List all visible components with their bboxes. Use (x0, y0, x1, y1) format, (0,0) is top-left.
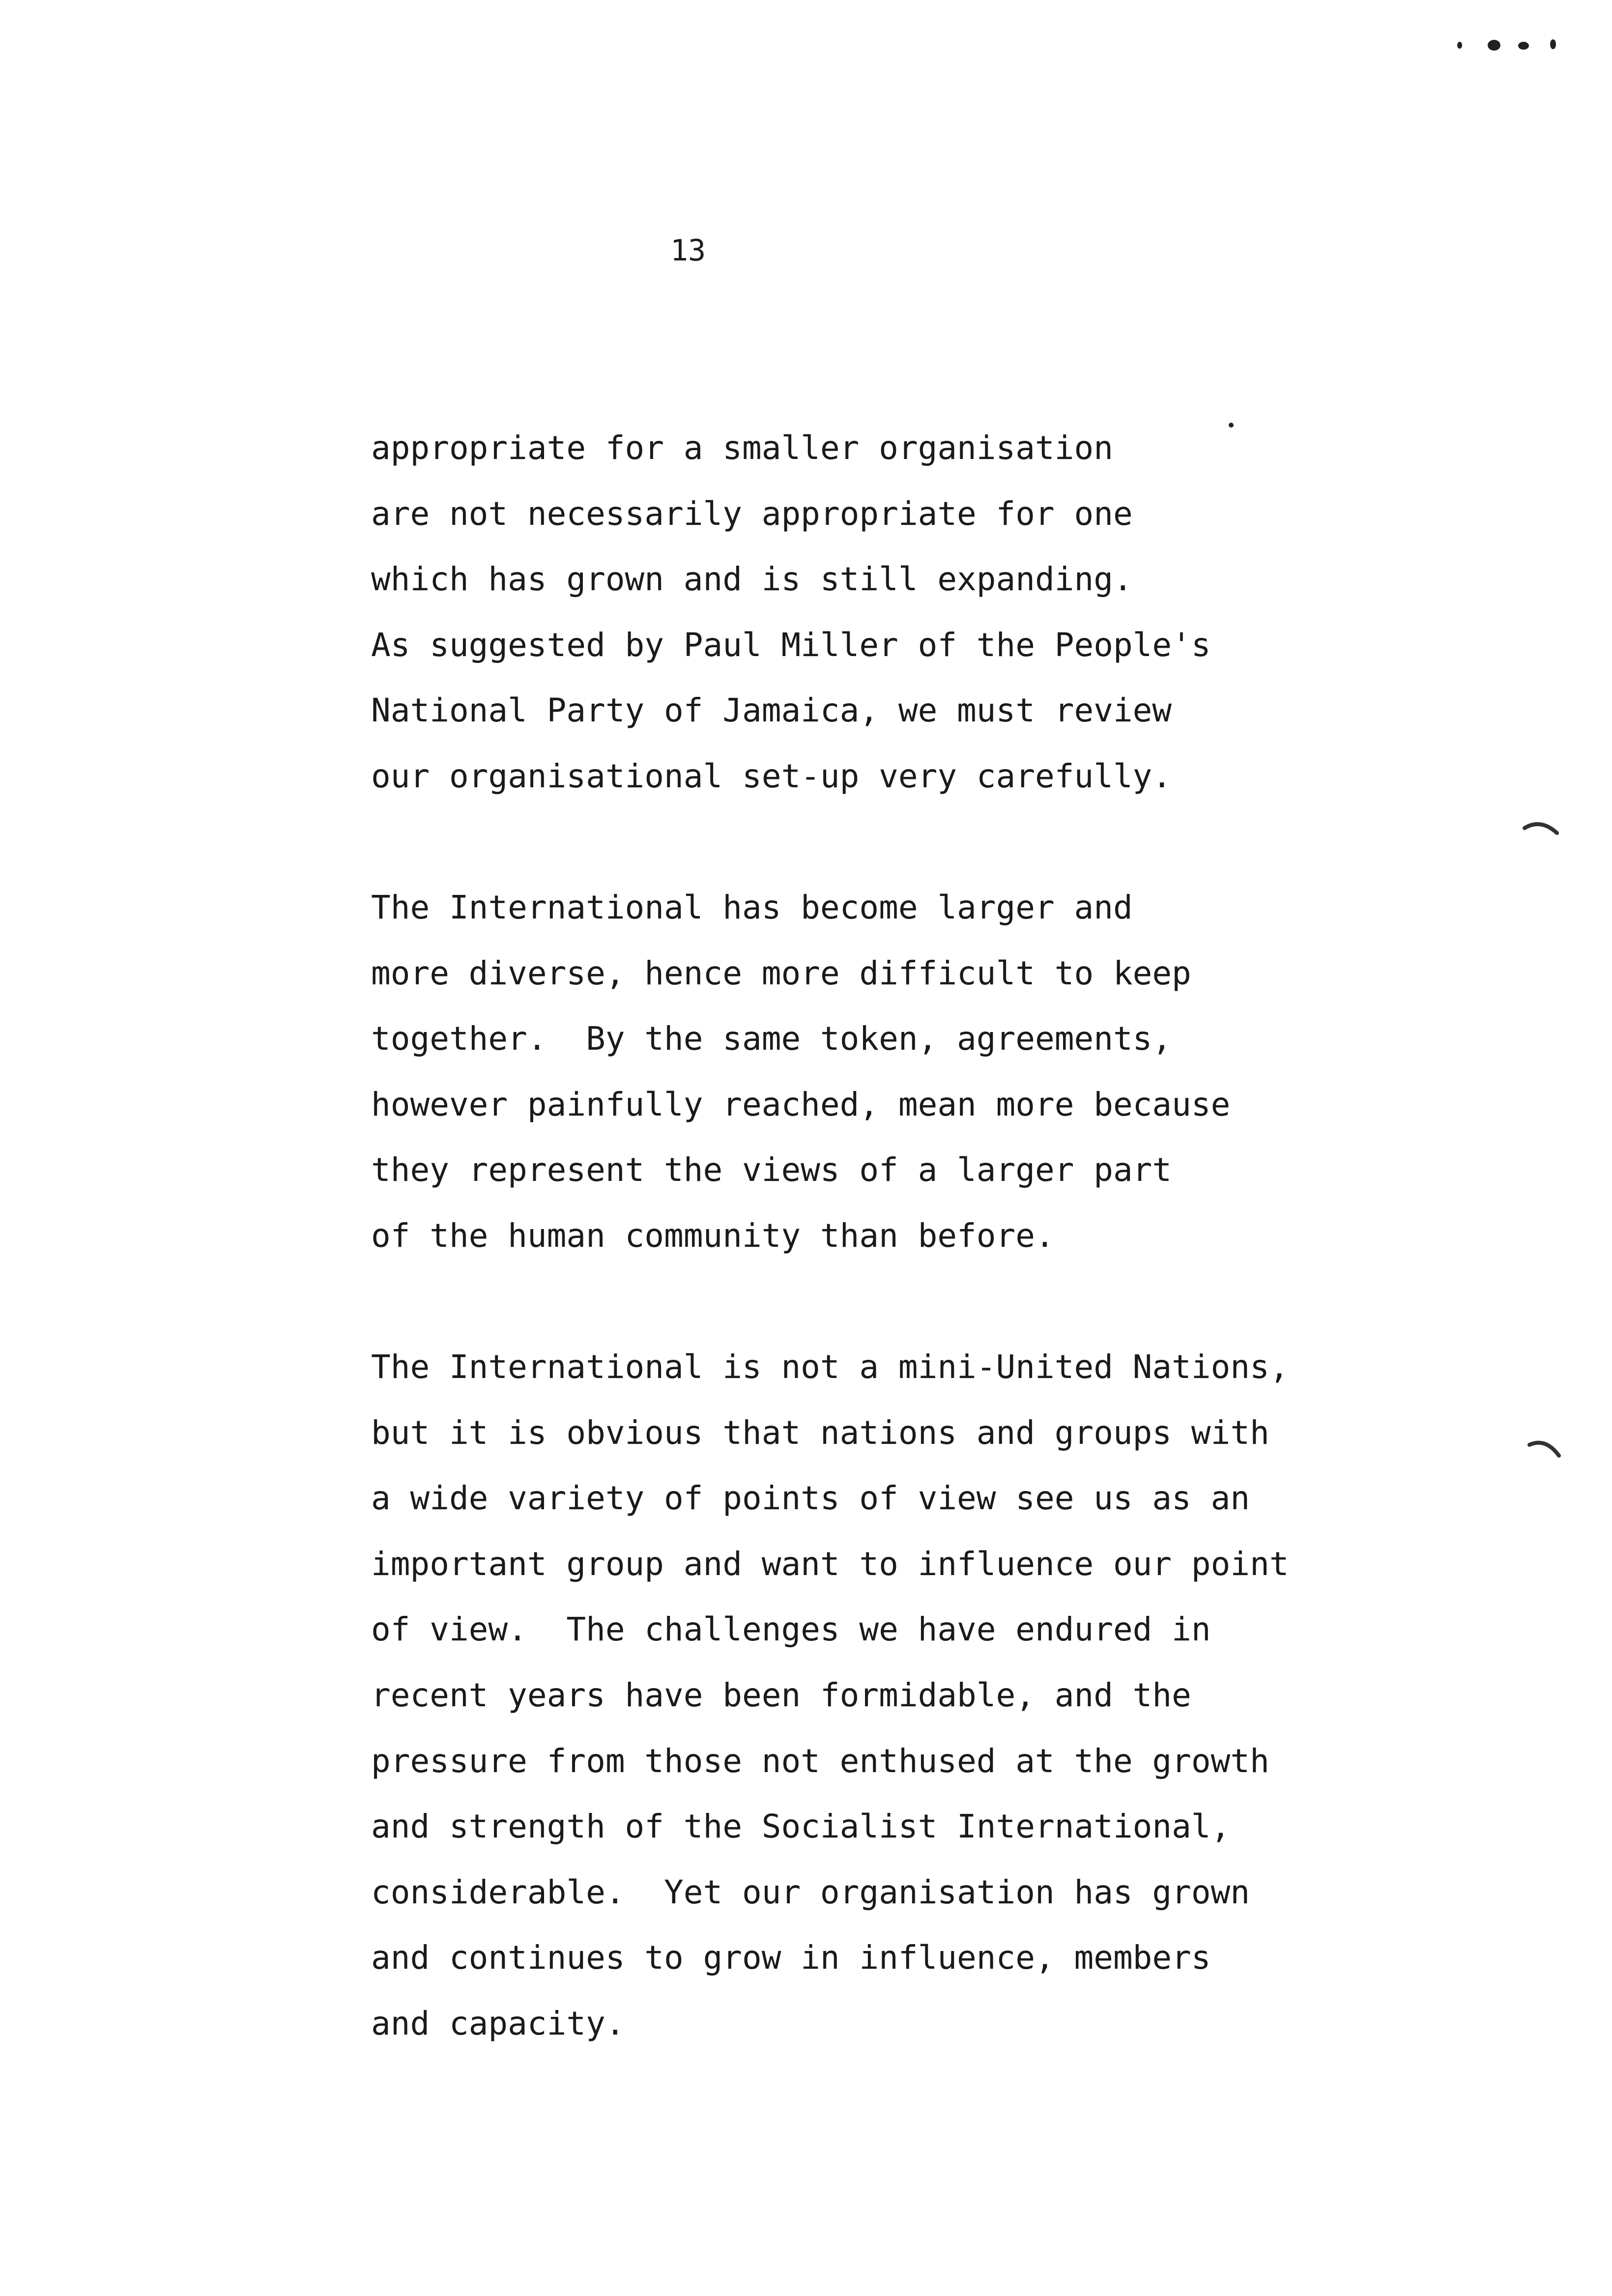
text-line: recent years have been formidable, and the (371, 1676, 1191, 1714)
text-line: considerable. Yet our organisation has grown (371, 1873, 1250, 1911)
paragraph (371, 1334, 1289, 2057)
text-line: a wide variety of points of view see us as an (371, 1479, 1250, 1518)
paragraph (371, 415, 1211, 809)
text-line: together. By the same token, agreements, (371, 1020, 1172, 1058)
text-line: of view. The challenges we have endured in (371, 1610, 1211, 1649)
text-line: National Party of Jamaica, we must review (371, 691, 1172, 730)
text-line: As suggested by Paul Miller of the People's (371, 626, 1211, 664)
text-line: appropriate for a smaller organisation (371, 429, 1113, 467)
text-line: but it is obvious that nations and groups with (371, 1413, 1269, 1452)
text-line: important group and want to influence our point (371, 1545, 1289, 1583)
paragraph (371, 875, 1230, 1269)
text-line: however painfully reached, mean more because (371, 1085, 1231, 1123)
text-line: they represent the views of a larger part (371, 1151, 1172, 1189)
text-line: and strength of the Socialist International, (371, 1808, 1231, 1846)
text-line: which has grown and is still expanding. (371, 560, 1133, 599)
text-line: The International has become larger and (371, 889, 1133, 926)
page-number: 13 (670, 233, 706, 268)
text-line: more diverse, hence more difficult to keep (371, 954, 1191, 992)
text-line: are not necessarily appropriate for one (371, 494, 1133, 533)
text-line: pressure from those not enthused at the growth (371, 1742, 1269, 1780)
text-line: our organisational set-up very carefully. (371, 757, 1172, 795)
text-line: and capacity. (371, 2004, 625, 2042)
text-line: The International is not a mini-United Nations, (371, 1348, 1289, 1386)
text-line: of the human community than before. (371, 1216, 1055, 1255)
text-line: and continues to grow in influence, members (371, 1939, 1211, 1977)
